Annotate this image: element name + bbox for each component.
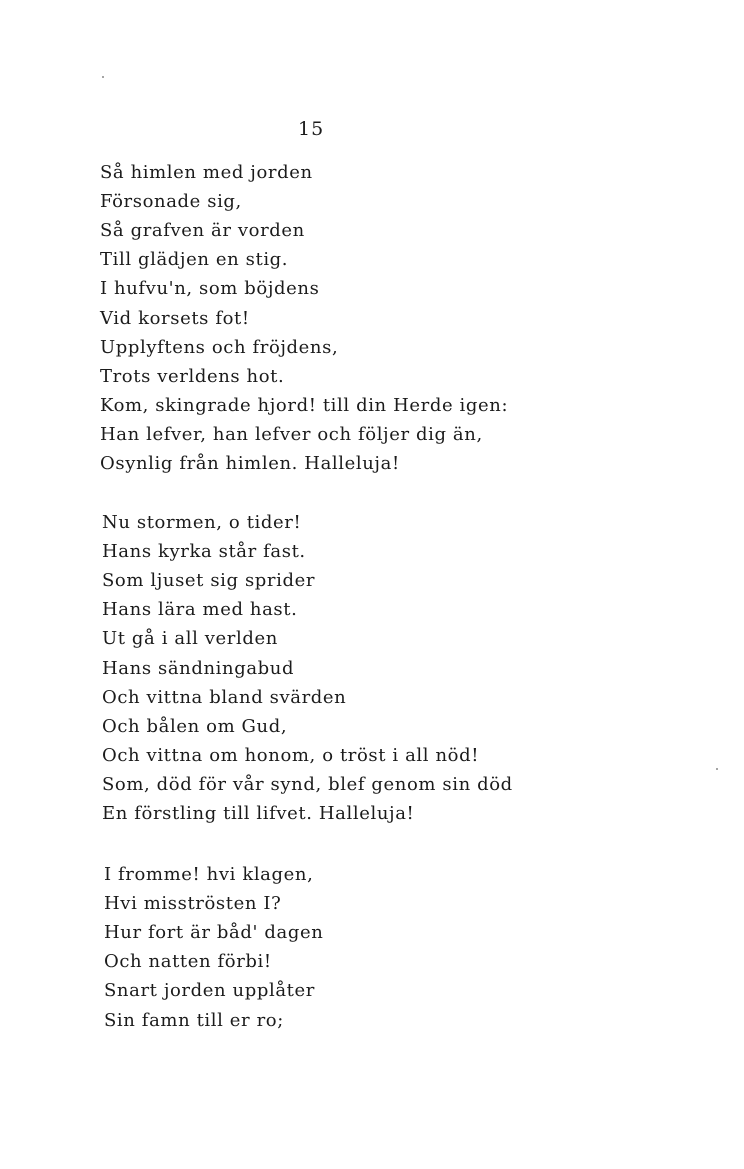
scan-speck (716, 768, 718, 770)
poem-line: Upplyftens och fröjdens, (100, 336, 339, 358)
poem-line: Hans sändningabud (102, 657, 295, 679)
poem-line: En förstling till lifvet. Halleluja! (102, 803, 415, 824)
poem-line: Hans kyrka står fast. (102, 541, 306, 563)
page-number: 15 (298, 118, 325, 140)
poem-line: Trots verldens hot. (100, 365, 285, 387)
poem-line: Och vittna om honom, o tröst i all nöd! (102, 744, 480, 766)
poem-line: Som ljuset sig sprider (102, 570, 316, 592)
poem-line: Sin famn till er ro; (104, 1009, 284, 1031)
poem-line: Ut gå i all verlden (102, 628, 278, 650)
poem-line: Snart jorden upplåter (104, 980, 315, 1002)
poem-line: Och natten förbi! (104, 951, 272, 973)
poem-line: Till glädjen en stig. (100, 249, 289, 271)
poem-line: Försonade sig, (100, 191, 242, 213)
poem-line: Nu stormen, o tider! (102, 512, 302, 533)
scan-speck (102, 76, 104, 78)
poem-line: Hvi misströsten I? (104, 893, 282, 915)
poem-line: Hans lära med hast. (102, 599, 298, 621)
poem-line: I fromme! hvi klagen, (104, 864, 314, 885)
poem-line: Så grafven är vorden (100, 220, 305, 242)
poem-line: Och bålen om Gud, (102, 715, 288, 737)
poem-line: Kom, skingrade hjord! till din Herde igen: (100, 394, 509, 416)
poem-line: Som, död för vår synd, blef genom sin död (102, 773, 513, 795)
poem-line: Osynlig från himlen. Halleluja! (100, 453, 400, 474)
poem-line: Och vittna bland svärden (102, 686, 347, 708)
poem-line: Vid korsets fot! (100, 307, 250, 329)
poem-line: Hur fort är båd' dagen (104, 922, 324, 944)
poem-line: I hufvu'n, som böjdens (100, 278, 320, 300)
poem-line: Så himlen med jorden (100, 162, 313, 183)
poem-line: Han lefver, han lefver och följer dig än, (100, 423, 483, 445)
